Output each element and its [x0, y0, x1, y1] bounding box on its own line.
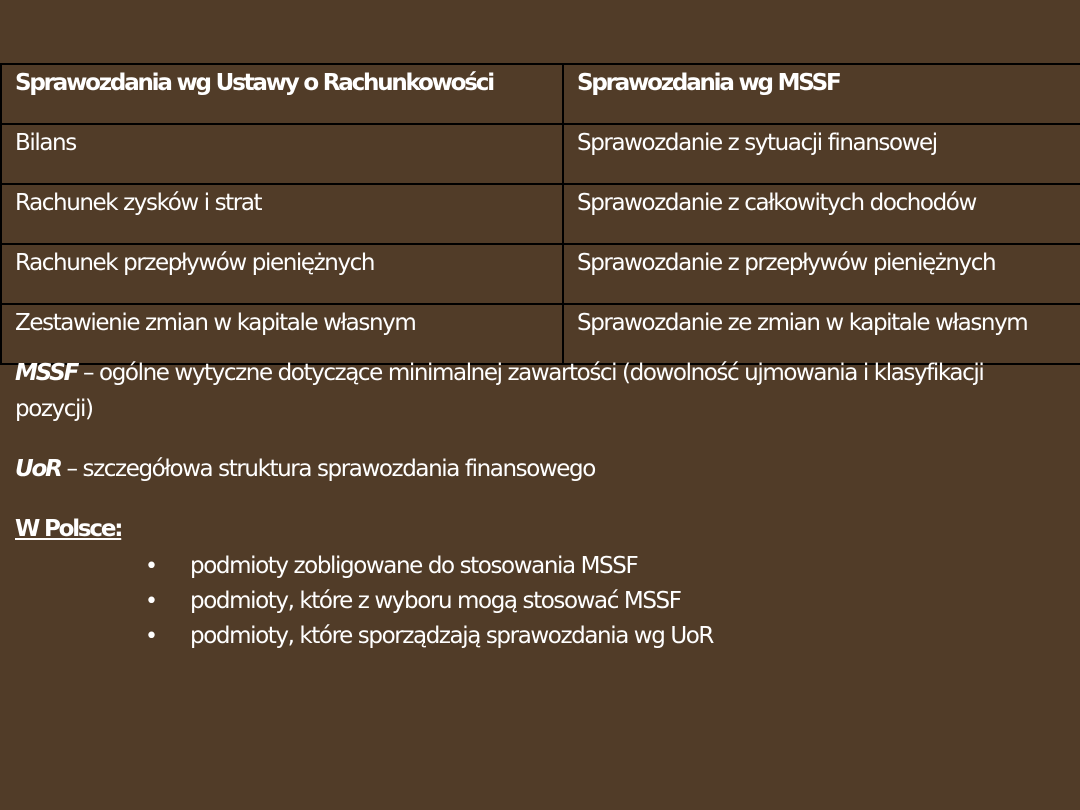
note-mssf — [15, 355, 1065, 427]
poland-heading: W Polsce: — [15, 516, 122, 542]
note-mssf-term: MSSF — [15, 360, 78, 386]
bullet-icon: • — [145, 554, 157, 579]
table-cell-mssf: Sprawozdanie ze zmian w kapitale własnym — [563, 304, 1080, 364]
list-item-text: podmioty, które z wyboru mogą stosować MSSF — [190, 588, 681, 614]
table-cell-mssf: Sprawozdanie z całkowitych dochodów — [563, 184, 1080, 244]
table-row — [1, 184, 1080, 244]
notes-section — [15, 355, 1065, 547]
table-header-row — [1, 64, 1080, 124]
list-item — [145, 550, 713, 585]
table-cell-mssf: Sprawozdanie z przepływów pieniężnych — [563, 244, 1080, 304]
bullet-icon: • — [145, 589, 157, 614]
bullet-icon: • — [145, 624, 157, 649]
comparison-table — [0, 63, 1080, 365]
header-cell-mssf: Sprawozdania wg MSSF — [563, 64, 1080, 124]
note-mssf-text: – ogólne wytyczne dotyczące minimalnej zawartości (dowolność ujmowania i klasyfikacji pozycji) — [15, 360, 984, 422]
list-item — [145, 585, 713, 620]
note-uor-text: – szczegółowa struktura sprawozdania finansowego — [60, 456, 595, 482]
list-item-text: podmioty, które sporządzają sprawozdania wg UoR — [190, 623, 714, 649]
note-uor-term: UoR — [15, 456, 61, 482]
table-row — [1, 124, 1080, 184]
list-item-text: podmioty zobligowane do stosowania MSSF — [190, 553, 638, 579]
table-cell-uor: Zestawienie zmian w kapitale własnym — [1, 304, 563, 364]
header-cell-uor: Sprawozdania wg Ustawy o Rachunkowości — [1, 64, 563, 124]
bullet-list — [145, 550, 713, 655]
note-uor — [15, 451, 1065, 487]
table-cell-uor: Bilans — [1, 124, 563, 184]
table-row — [1, 244, 1080, 304]
table-cell-uor: Rachunek przepływów pieniężnych — [1, 244, 563, 304]
table-cell-uor: Rachunek zysków i strat — [1, 184, 563, 244]
table-cell-mssf: Sprawozdanie z sytuacji finansowej — [563, 124, 1080, 184]
list-item — [145, 620, 713, 655]
